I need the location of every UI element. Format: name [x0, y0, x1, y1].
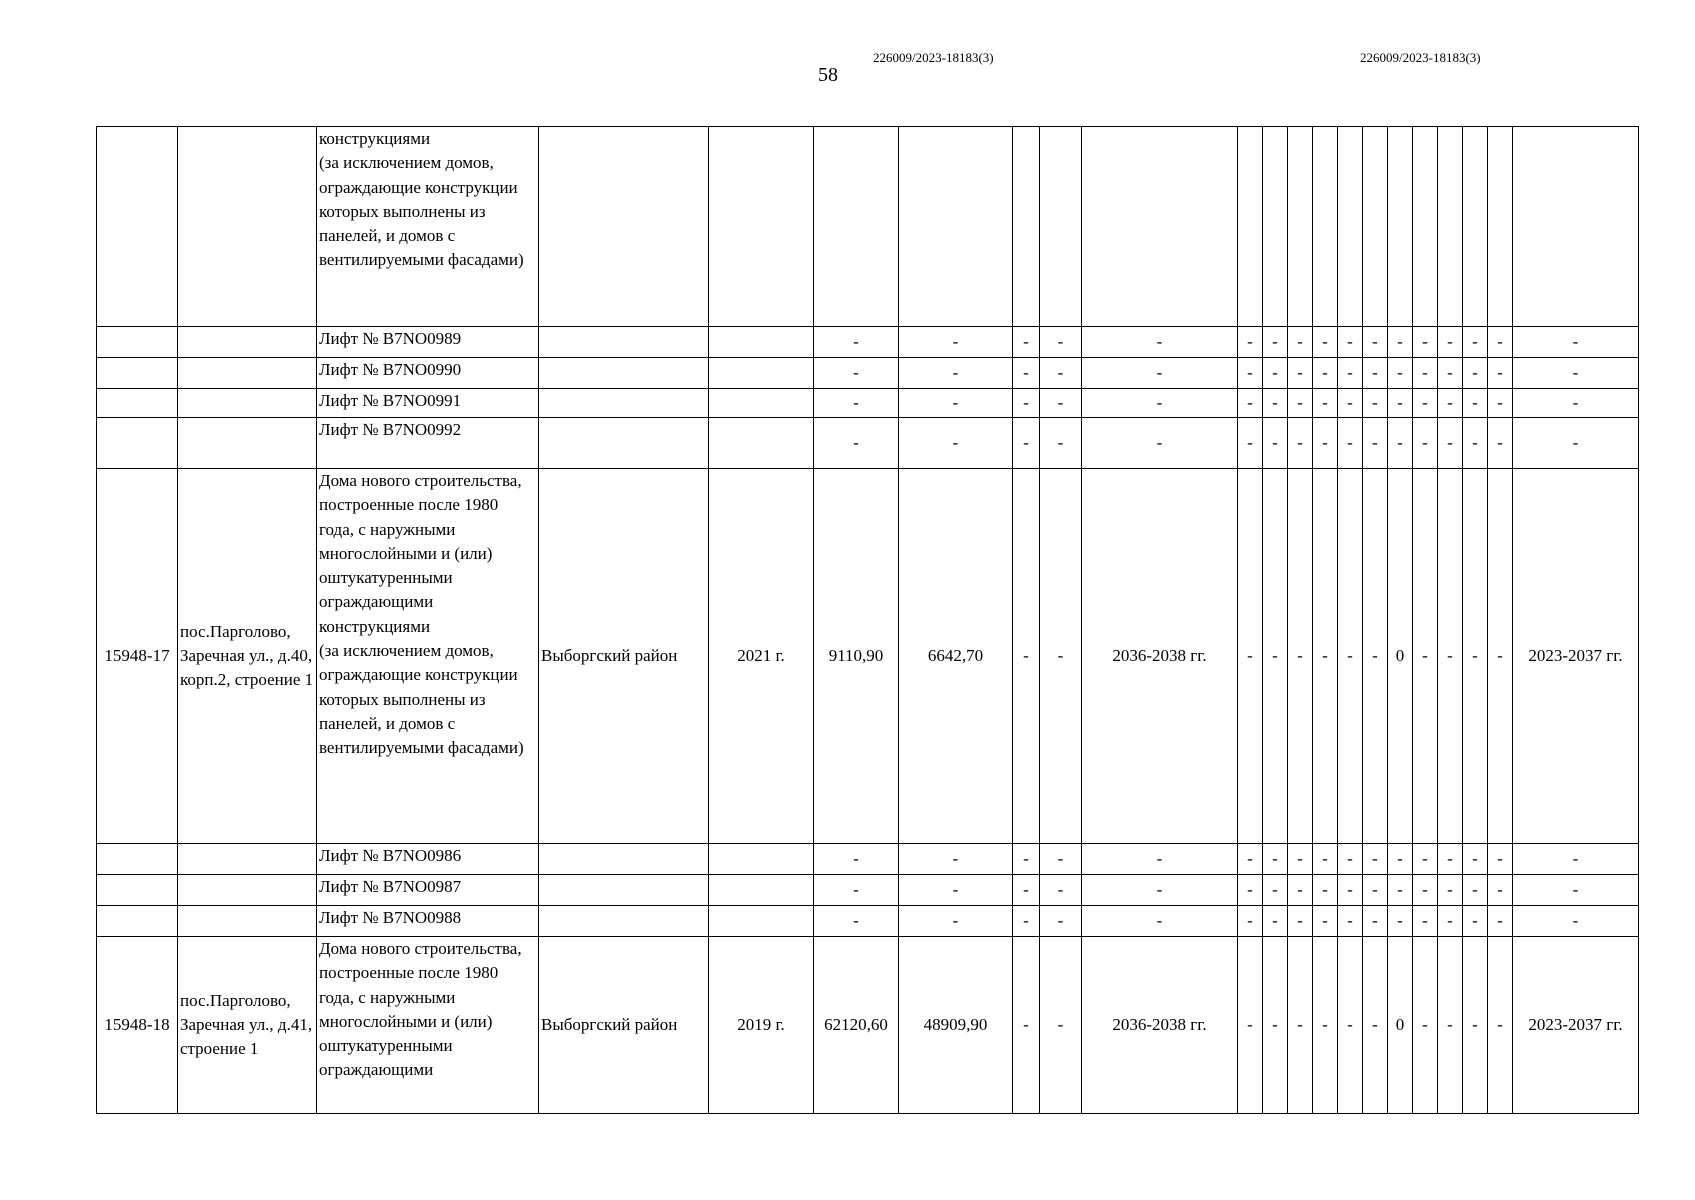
cell-flag-3: -: [1288, 469, 1313, 844]
cell-flag-8: -: [1413, 358, 1438, 389]
lift-row: [97, 906, 1639, 937]
cell-result: -: [1513, 844, 1639, 875]
cell-id: [97, 906, 178, 937]
cell-year: [709, 418, 814, 469]
cell-description: Лифт № B7NO0987: [317, 875, 539, 906]
cell-value-2: -: [899, 327, 1013, 358]
header-doc-number-center: 226009/2023-18183(3): [873, 50, 994, 65]
cell-flag-1: -: [1238, 906, 1263, 937]
cell-flag-1: -: [1238, 389, 1263, 418]
cell-address: [178, 875, 317, 906]
cell-period: 2036-2038 гг.: [1082, 937, 1238, 1114]
cell-flag-10: -: [1463, 389, 1488, 418]
cell-id: [97, 358, 178, 389]
cell-description: Лифт № B7NO0992: [317, 418, 539, 469]
cell-flag-5: -: [1338, 389, 1363, 418]
cell-value-4: -: [1040, 327, 1082, 358]
cell-flag-5: -: [1338, 469, 1363, 844]
cell-flag-2: -: [1263, 389, 1288, 418]
cell-flag-6: -: [1363, 875, 1388, 906]
cell-flag-2: -: [1263, 418, 1288, 469]
cell-flag-9: -: [1438, 469, 1463, 844]
cell-flag-4: -: [1313, 844, 1338, 875]
cell-flag-10: [1463, 127, 1488, 327]
cell-district: [539, 844, 709, 875]
cell-value-4: -: [1040, 418, 1082, 469]
cell-address: [178, 127, 317, 327]
cell-flag-11: -: [1488, 469, 1513, 844]
cell-value-4: -: [1040, 906, 1082, 937]
cell-flag-3: -: [1288, 389, 1313, 418]
cell-flag-10: -: [1463, 418, 1488, 469]
cell-flag-10: -: [1463, 906, 1488, 937]
cell-flag-11: -: [1488, 844, 1513, 875]
cell-description: Лифт № B7NO0991: [317, 389, 539, 418]
cell-district: [539, 127, 709, 327]
cell-period: [1082, 127, 1238, 327]
cell-value-2: -: [899, 418, 1013, 469]
cell-period: -: [1082, 844, 1238, 875]
cell-flag-7: -: [1388, 418, 1413, 469]
cell-year: [709, 875, 814, 906]
cell-period: -: [1082, 875, 1238, 906]
cell-flag-5: -: [1338, 418, 1363, 469]
lift-row: [97, 844, 1639, 875]
lift-row: [97, 418, 1639, 469]
cell-description: Дома нового строительства, построенные после 1980 года, с наружными многослойными и (или) оштукатуренными ограждающими: [317, 937, 539, 1114]
cell-flag-3: -: [1288, 875, 1313, 906]
cell-address: [178, 844, 317, 875]
cell-year: [709, 389, 814, 418]
cell-description: Лифт № B7NO0989: [317, 327, 539, 358]
cell-result: -: [1513, 358, 1639, 389]
cell-period: -: [1082, 358, 1238, 389]
cell-period: 2036-2038 гг.: [1082, 469, 1238, 844]
cell-district: [539, 358, 709, 389]
cell-flag-9: -: [1438, 906, 1463, 937]
lift-row: [97, 358, 1639, 389]
cell-flag-7: -: [1388, 358, 1413, 389]
cell-flag-6: -: [1363, 418, 1388, 469]
cell-value-1: -: [814, 906, 899, 937]
cell-flag-10: -: [1463, 358, 1488, 389]
cell-flag-6: -: [1363, 389, 1388, 418]
lift-row: [97, 389, 1639, 418]
cell-flag-5: -: [1338, 906, 1363, 937]
cell-value-3: -: [1013, 389, 1040, 418]
cell-flag-7: -: [1388, 906, 1413, 937]
cell-district: [539, 389, 709, 418]
cell-flag-3: -: [1288, 418, 1313, 469]
cell-flag-11: -: [1488, 906, 1513, 937]
cell-flag-10: -: [1463, 469, 1488, 844]
cell-value-3: [1013, 127, 1040, 327]
cell-result: -: [1513, 418, 1639, 469]
cell-flag-1: -: [1238, 358, 1263, 389]
cell-address: [178, 327, 317, 358]
house-row: [97, 469, 1639, 844]
cell-period: -: [1082, 906, 1238, 937]
cell-flag-5: -: [1338, 937, 1363, 1114]
cell-value-2: 6642,70: [899, 469, 1013, 844]
cell-flag-7: 0: [1388, 469, 1413, 844]
cell-id: [97, 875, 178, 906]
cell-value-3: -: [1013, 327, 1040, 358]
cell-flag-4: -: [1313, 418, 1338, 469]
cell-flag-7: -: [1388, 389, 1413, 418]
cell-district: [539, 327, 709, 358]
cell-flag-4: [1313, 127, 1338, 327]
cell-value-3: -: [1013, 358, 1040, 389]
cell-flag-6: -: [1363, 469, 1388, 844]
cell-flag-6: -: [1363, 327, 1388, 358]
cell-flag-8: -: [1413, 469, 1438, 844]
cell-value-4: -: [1040, 358, 1082, 389]
cell-id: 15948-18: [97, 937, 178, 1114]
registry-table: [96, 126, 1639, 1114]
cell-district: [539, 418, 709, 469]
cell-flag-3: [1288, 127, 1313, 327]
cell-value-1: 9110,90: [814, 469, 899, 844]
cell-value-1: -: [814, 358, 899, 389]
cell-flag-8: -: [1413, 418, 1438, 469]
cell-result: -: [1513, 327, 1639, 358]
cell-flag-10: -: [1463, 937, 1488, 1114]
cell-flag-1: -: [1238, 469, 1263, 844]
cell-flag-5: -: [1338, 875, 1363, 906]
cell-value-4: -: [1040, 389, 1082, 418]
cell-flag-9: -: [1438, 844, 1463, 875]
cell-value-1: -: [814, 327, 899, 358]
cell-flag-11: -: [1488, 937, 1513, 1114]
cell-flag-10: -: [1463, 327, 1488, 358]
cell-flag-9: -: [1438, 875, 1463, 906]
cell-year: [709, 844, 814, 875]
cell-value-2: -: [899, 389, 1013, 418]
cell-flag-10: -: [1463, 844, 1488, 875]
cell-flag-1: -: [1238, 875, 1263, 906]
cell-flag-4: -: [1313, 469, 1338, 844]
cell-value-3: -: [1013, 937, 1040, 1114]
cell-value-3: -: [1013, 469, 1040, 844]
cell-period: -: [1082, 418, 1238, 469]
header-doc-number-right: 226009/2023-18183(3): [1360, 50, 1481, 65]
cell-flag-11: -: [1488, 389, 1513, 418]
cell-value-2: -: [899, 358, 1013, 389]
cell-flag-2: -: [1263, 469, 1288, 844]
cell-flag-3: -: [1288, 906, 1313, 937]
cell-flag-11: -: [1488, 327, 1513, 358]
cell-flag-5: -: [1338, 358, 1363, 389]
cell-value-2: -: [899, 906, 1013, 937]
cell-flag-7: -: [1388, 875, 1413, 906]
cell-result: 2023-2037 гг.: [1513, 469, 1639, 844]
cell-value-1: 62120,60: [814, 937, 899, 1114]
cell-description: Лифт № B7NO0990: [317, 358, 539, 389]
cell-description: Лифт № B7NO0986: [317, 844, 539, 875]
cell-address: [178, 389, 317, 418]
cell-district: [539, 906, 709, 937]
cell-flag-8: -: [1413, 875, 1438, 906]
cell-flag-2: -: [1263, 358, 1288, 389]
lift-row: [97, 327, 1639, 358]
cell-flag-9: -: [1438, 358, 1463, 389]
cell-value-1: -: [814, 844, 899, 875]
cell-period: -: [1082, 327, 1238, 358]
cell-id: 15948-17: [97, 469, 178, 844]
cell-address: [178, 418, 317, 469]
cell-flag-8: [1413, 127, 1438, 327]
cell-year: [709, 327, 814, 358]
cell-flag-3: -: [1288, 844, 1313, 875]
cell-value-1: -: [814, 389, 899, 418]
cell-flag-8: -: [1413, 389, 1438, 418]
cell-flag-1: -: [1238, 327, 1263, 358]
cell-flag-11: [1488, 127, 1513, 327]
cell-flag-4: -: [1313, 389, 1338, 418]
cell-value-4: [1040, 127, 1082, 327]
cell-value-4: -: [1040, 469, 1082, 844]
cell-flag-5: -: [1338, 844, 1363, 875]
cell-year: [709, 906, 814, 937]
cell-flag-11: -: [1488, 418, 1513, 469]
cell-value-4: -: [1040, 844, 1082, 875]
cell-result: [1513, 127, 1639, 327]
cell-value-2: -: [899, 875, 1013, 906]
cell-result: -: [1513, 906, 1639, 937]
cell-address: [178, 906, 317, 937]
cell-id: [97, 418, 178, 469]
cell-value-2: 48909,90: [899, 937, 1013, 1114]
cell-flag-2: -: [1263, 327, 1288, 358]
cell-year: [709, 358, 814, 389]
cell-value-4: -: [1040, 937, 1082, 1114]
cell-flag-7: -: [1388, 327, 1413, 358]
cell-flag-6: -: [1363, 906, 1388, 937]
cell-flag-11: -: [1488, 875, 1513, 906]
cell-flag-2: -: [1263, 875, 1288, 906]
cell-flag-4: -: [1313, 327, 1338, 358]
cell-flag-8: -: [1413, 844, 1438, 875]
cell-flag-8: -: [1413, 327, 1438, 358]
cell-value-2: -: [899, 844, 1013, 875]
cell-address: пос.Парголово, Заречная ул., д.40, корп.2, строение 1: [178, 469, 317, 844]
cell-value-1: [814, 127, 899, 327]
cell-flag-2: -: [1263, 906, 1288, 937]
cell-address: пос.Парголово, Заречная ул., д.41, строение 1: [178, 937, 317, 1114]
cell-flag-4: -: [1313, 937, 1338, 1114]
cell-flag-1: -: [1238, 937, 1263, 1114]
cell-district: [539, 875, 709, 906]
cell-value-3: -: [1013, 418, 1040, 469]
cell-flag-2: -: [1263, 937, 1288, 1114]
lift-row: [97, 875, 1639, 906]
cell-flag-4: -: [1313, 358, 1338, 389]
cell-flag-9: -: [1438, 937, 1463, 1114]
cell-flag-6: -: [1363, 937, 1388, 1114]
cell-flag-8: -: [1413, 937, 1438, 1114]
cell-district: Выборгский район: [539, 937, 709, 1114]
continuation-row: [97, 127, 1639, 327]
cell-flag-9: -: [1438, 389, 1463, 418]
cell-flag-4: -: [1313, 875, 1338, 906]
cell-flag-6: -: [1363, 844, 1388, 875]
cell-flag-3: -: [1288, 327, 1313, 358]
cell-flag-3: -: [1288, 358, 1313, 389]
cell-flag-11: -: [1488, 358, 1513, 389]
cell-value-1: -: [814, 418, 899, 469]
cell-description: Лифт № B7NO0988: [317, 906, 539, 937]
cell-id: [97, 127, 178, 327]
cell-flag-2: -: [1263, 844, 1288, 875]
cell-flag-1: -: [1238, 844, 1263, 875]
cell-id: [97, 327, 178, 358]
cell-value-3: -: [1013, 906, 1040, 937]
cell-flag-5: -: [1338, 327, 1363, 358]
cell-year: [709, 127, 814, 327]
cell-value-3: -: [1013, 844, 1040, 875]
cell-period: -: [1082, 389, 1238, 418]
cell-flag-8: -: [1413, 906, 1438, 937]
cell-flag-2: [1263, 127, 1288, 327]
cell-flag-9: [1438, 127, 1463, 327]
cell-id: [97, 844, 178, 875]
cell-flag-5: [1338, 127, 1363, 327]
cell-value-3: -: [1013, 875, 1040, 906]
cell-flag-1: [1238, 127, 1263, 327]
cell-description: Дома нового строительства, построенные после 1980 года, с наружными многослойными и (или) оштукатуренными ограждающими конструкциями (за исключением домов, ограждающие конструкции которых выполнены из панелей, и домов с вентилируемыми фасадами): [317, 469, 539, 844]
cell-flag-3: -: [1288, 937, 1313, 1114]
cell-district: Выборгский район: [539, 469, 709, 844]
cell-flag-9: -: [1438, 418, 1463, 469]
page-number: 58: [818, 64, 838, 86]
cell-address: [178, 358, 317, 389]
cell-year: 2019 г.: [709, 937, 814, 1114]
house-row: [97, 937, 1639, 1114]
cell-result: 2023-2037 гг.: [1513, 937, 1639, 1114]
cell-flag-7: 0: [1388, 937, 1413, 1114]
cell-id: [97, 389, 178, 418]
cell-flag-6: -: [1363, 358, 1388, 389]
cell-result: -: [1513, 389, 1639, 418]
cell-flag-10: -: [1463, 875, 1488, 906]
cell-flag-7: [1388, 127, 1413, 327]
cell-flag-4: -: [1313, 906, 1338, 937]
cell-year: 2021 г.: [709, 469, 814, 844]
cell-flag-6: [1363, 127, 1388, 327]
cell-value-4: -: [1040, 875, 1082, 906]
cell-flag-9: -: [1438, 327, 1463, 358]
cell-value-2: [899, 127, 1013, 327]
cell-flag-7: -: [1388, 844, 1413, 875]
cell-description: конструкциями (за исключением домов, ограждающие конструкции которых выполнены из панелей, и домов с вентилируемыми фасадами): [317, 127, 539, 327]
cell-flag-1: -: [1238, 418, 1263, 469]
cell-result: -: [1513, 875, 1639, 906]
cell-value-1: -: [814, 875, 899, 906]
